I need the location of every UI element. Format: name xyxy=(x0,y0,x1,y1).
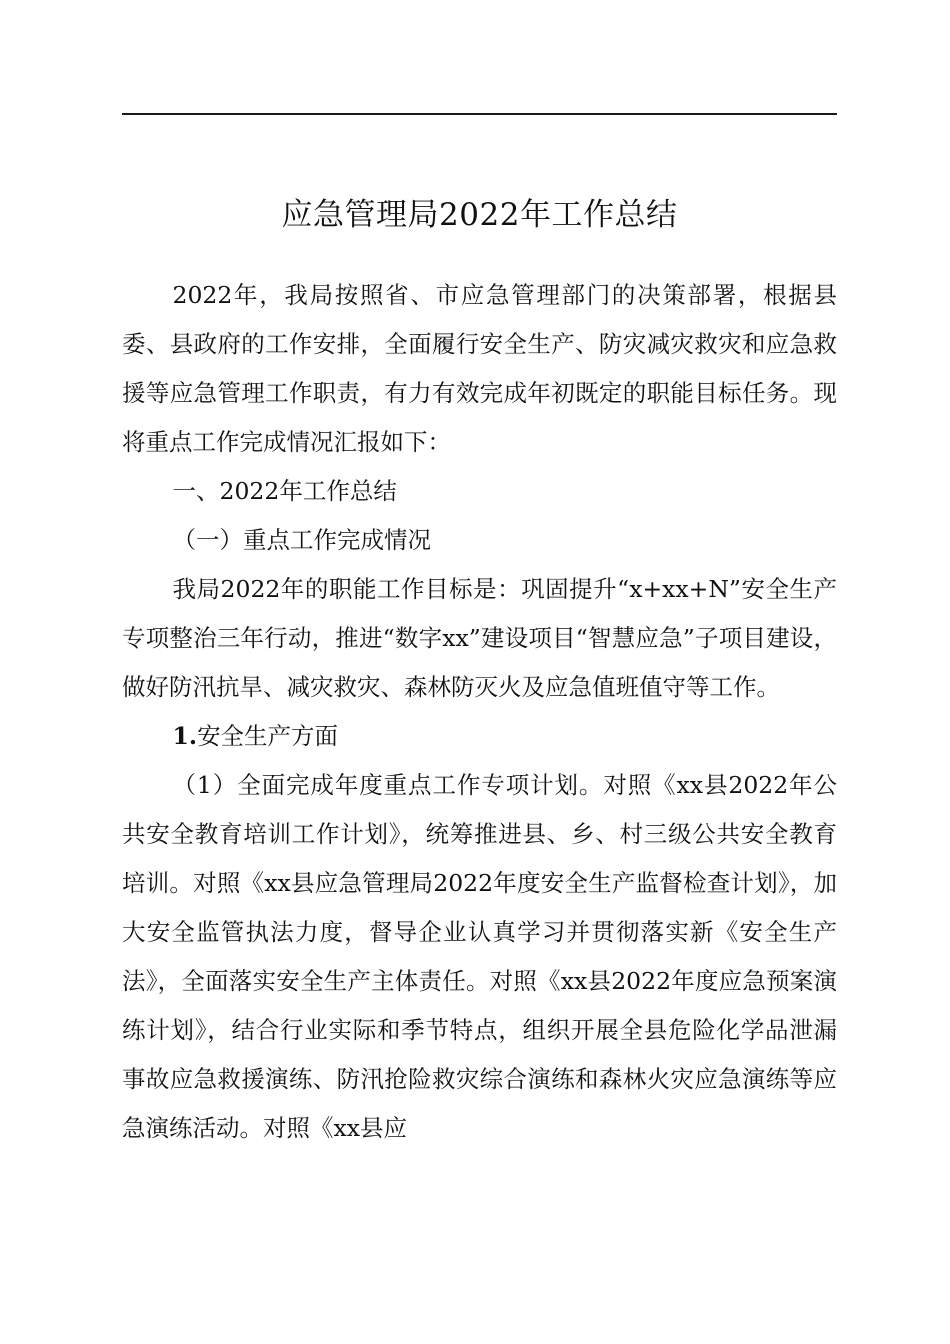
heading-safety-production xyxy=(122,712,837,761)
document-body xyxy=(122,271,837,1153)
heading-subsection-one: （一）重点工作完成情况 xyxy=(172,526,432,554)
header-rule xyxy=(122,113,837,115)
paragraph-intro: 2022年，我局按照省、市应急管理部门的决策部署，根据县委、县政府的工作安排，全面履行安全生产、防灾减灾救灾和应急救援等应急管理工作职责，有力有效完成年初既定的职能目标任务。现将重点工作完成情况汇报如下： xyxy=(122,281,837,456)
paragraph-annual-plans: （1）全面完成年度重点工作专项计划。对照《xx县2022年公共安全教育培训工作计划》，统筹推进县、乡、村三级公共安全教育培训。对照《xx县应急管理局2022年度安全生产监督检查计划》，加大安全监管执法力度，督导企业认真学习并贯彻落实新《安全生产法》，全面落实安全生产主体责任。对照《xx县2022年度应急预案演练计划》，结合行业实际和季节特点，组织开展全县危险化学品泄漏事故应急救援演练、防汛抢险救灾综合演练和森林火灾应急演练等应急演练活动。对照《xx县应 xyxy=(122,771,837,1142)
heading-number: 1. xyxy=(172,722,198,750)
heading-text: 安全生产方面 xyxy=(197,722,339,750)
heading-section-one: 一、2022年工作总结 xyxy=(172,477,397,505)
document-title: 应急管理局2022年工作总结 xyxy=(281,196,678,233)
paragraph-goals: 我局2022年的职能工作目标是：巩固提升“x+xx+N”安全生产专项整治三年行动，推进“数字xx”建设项目“智慧应急”子项目建设，做好防汛抗旱、减灾救灾、森林防灭火及应急值班值守等工作。 xyxy=(122,575,837,701)
